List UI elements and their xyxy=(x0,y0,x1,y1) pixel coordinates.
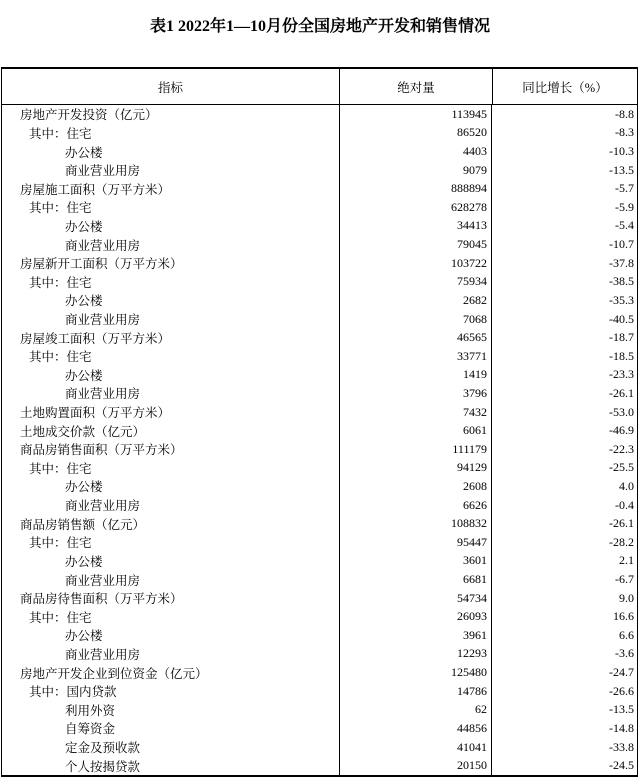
indicator-label: 土地购置面积（万平方米） xyxy=(20,406,171,421)
table-row xyxy=(2,552,637,571)
table-body xyxy=(2,105,637,775)
growth-value: -40.5 xyxy=(491,310,637,329)
absolute-value: 103722 xyxy=(339,254,491,273)
column-header-yoy-growth: 同比增长（%） xyxy=(492,69,637,104)
table-row xyxy=(2,403,637,422)
indicator-label: 商品房待售面积（万平方米） xyxy=(20,592,183,607)
table-row xyxy=(2,589,637,608)
growth-value: -26.6 xyxy=(491,682,637,701)
growth-value: 16.6 xyxy=(491,607,637,626)
growth-value: -37.8 xyxy=(491,254,637,273)
growth-value: -8.3 xyxy=(491,124,637,143)
table-row xyxy=(2,459,637,478)
table-row xyxy=(2,161,637,180)
growth-value: -10.7 xyxy=(491,235,637,254)
absolute-value: 628278 xyxy=(339,198,491,217)
indicator-label: 房屋竣工面积（万平方米） xyxy=(20,331,171,346)
indicator-label: 房地产开发企业到位资金（亿元） xyxy=(20,666,208,681)
absolute-value: 79045 xyxy=(339,235,491,254)
absolute-value: 26093 xyxy=(339,607,491,626)
table-row xyxy=(2,756,637,775)
table-row xyxy=(2,179,637,198)
table-row xyxy=(2,738,637,757)
absolute-value: 20150 xyxy=(339,756,491,775)
table-row xyxy=(2,105,637,124)
indicator-label: 办公楼 xyxy=(65,554,103,569)
table-row xyxy=(2,533,637,552)
indicator-label: 商业营业用房 xyxy=(65,164,141,179)
absolute-value: 41041 xyxy=(339,738,491,757)
indicator-label: 其中：国内贷款 xyxy=(29,685,117,700)
growth-value: 6.6 xyxy=(491,626,637,645)
absolute-value: 3796 xyxy=(339,384,491,403)
table-row xyxy=(2,626,637,645)
absolute-value: 125480 xyxy=(339,663,491,682)
absolute-value: 33771 xyxy=(339,347,491,366)
absolute-value: 108832 xyxy=(339,514,491,533)
absolute-value: 6626 xyxy=(339,496,491,515)
absolute-value: 2608 xyxy=(339,477,491,496)
table-row xyxy=(2,310,637,329)
absolute-value: 888894 xyxy=(339,179,491,198)
absolute-value: 14786 xyxy=(339,682,491,701)
growth-value: -24.5 xyxy=(491,756,637,775)
growth-value: -18.7 xyxy=(491,328,637,347)
growth-value: -6.7 xyxy=(491,570,637,589)
table-row xyxy=(2,328,637,347)
growth-value: 4.0 xyxy=(491,477,637,496)
growth-value: -5.9 xyxy=(491,198,637,217)
indicator-label: 其中：住宅 xyxy=(29,201,92,216)
growth-value: -22.3 xyxy=(491,440,637,459)
growth-value: -5.7 xyxy=(491,179,637,198)
indicator-label: 商业营业用房 xyxy=(65,647,141,662)
absolute-value: 2682 xyxy=(339,291,491,310)
growth-value: -13.5 xyxy=(491,701,637,720)
indicator-label: 商业营业用房 xyxy=(65,313,141,327)
table-row xyxy=(2,477,637,496)
growth-value: -13.5 xyxy=(491,161,637,180)
growth-value: -25.5 xyxy=(491,459,637,478)
growth-value: -24.7 xyxy=(491,663,637,682)
indicator-label: 利用外资 xyxy=(65,703,116,718)
absolute-value: 12293 xyxy=(339,645,491,664)
table-row xyxy=(2,570,637,589)
absolute-value: 86520 xyxy=(339,124,491,143)
column-header-indicator: 指标 xyxy=(157,80,183,95)
absolute-value: 3601 xyxy=(339,552,491,571)
table-row xyxy=(2,198,637,217)
indicator-label: 其中：住宅 xyxy=(29,126,92,141)
table-row xyxy=(2,235,637,254)
absolute-value: 111179 xyxy=(339,440,491,459)
indicator-label: 房屋施工面积（万平方米） xyxy=(20,182,171,197)
growth-value: -53.0 xyxy=(491,403,637,422)
indicator-label: 办公楼 xyxy=(65,145,103,160)
indicator-label: 自筹资金 xyxy=(65,722,116,737)
growth-value: -14.8 xyxy=(491,719,637,738)
growth-value: -3.6 xyxy=(491,645,637,664)
absolute-value: 75934 xyxy=(339,272,491,291)
table-title: 表1 2022年1—10月份全国房地产开发和销售情况 xyxy=(149,18,490,35)
absolute-value: 34413 xyxy=(339,217,491,236)
table-row xyxy=(2,272,637,291)
absolute-value: 6681 xyxy=(339,570,491,589)
table-row xyxy=(2,142,637,161)
table-row xyxy=(2,421,637,440)
indicator-label: 办公楼 xyxy=(65,629,103,644)
indicator-label: 商品房销售额（亿元） xyxy=(20,517,146,532)
indicator-label: 房屋新开工面积（万平方米） xyxy=(20,257,183,272)
indicator-label: 商品房销售面积（万平方米） xyxy=(20,443,183,458)
table-row xyxy=(2,291,637,310)
table-row xyxy=(2,217,637,236)
column-header-absolute-value: 绝对量 xyxy=(339,69,492,104)
indicator-label: 其中：住宅 xyxy=(29,275,92,290)
absolute-value: 9079 xyxy=(339,161,491,180)
table-row xyxy=(2,719,637,738)
absolute-value: 6061 xyxy=(339,421,491,440)
indicator-label: 个人按揭贷款 xyxy=(65,759,141,774)
absolute-value: 113945 xyxy=(339,105,491,124)
table-row xyxy=(2,514,637,533)
growth-value: 2.1 xyxy=(491,552,637,571)
indicator-label: 其中：住宅 xyxy=(29,461,92,476)
table-row xyxy=(2,124,637,143)
table-row xyxy=(2,607,637,626)
absolute-value: 95447 xyxy=(339,533,491,552)
table-header-row xyxy=(2,69,637,105)
indicator-label: 办公楼 xyxy=(65,368,103,383)
table-row xyxy=(2,384,637,403)
growth-value: 9.0 xyxy=(491,589,637,608)
indicator-label: 商业营业用房 xyxy=(65,387,141,402)
indicator-label: 办公楼 xyxy=(65,480,103,495)
table-row xyxy=(2,682,637,701)
absolute-value: 54734 xyxy=(339,589,491,608)
growth-value: -0.4 xyxy=(491,496,637,515)
absolute-value: 3961 xyxy=(339,626,491,645)
absolute-value: 4403 xyxy=(339,142,491,161)
table-row xyxy=(2,645,637,664)
indicator-label: 商业营业用房 xyxy=(65,573,141,588)
growth-value: -18.5 xyxy=(491,347,637,366)
indicator-label: 办公楼 xyxy=(65,219,103,234)
growth-value: -10.3 xyxy=(491,142,637,161)
growth-value: -38.5 xyxy=(491,272,637,291)
growth-value: -26.1 xyxy=(491,384,637,403)
statistics-table xyxy=(1,67,638,777)
table-row xyxy=(2,440,637,459)
indicator-label: 定金及预收款 xyxy=(65,741,141,756)
absolute-value: 7432 xyxy=(339,403,491,422)
table-row xyxy=(2,701,637,720)
absolute-value: 1419 xyxy=(339,366,491,385)
absolute-value: 46565 xyxy=(339,328,491,347)
absolute-value: 7068 xyxy=(339,310,491,329)
growth-value: -5.4 xyxy=(491,217,637,236)
table-row xyxy=(2,254,637,273)
table-row xyxy=(2,496,637,515)
growth-value: -28.2 xyxy=(491,533,637,552)
table-row xyxy=(2,663,637,682)
growth-value: -33.8 xyxy=(491,738,637,757)
indicator-label: 商业营业用房 xyxy=(65,238,141,253)
growth-value: -26.1 xyxy=(491,514,637,533)
growth-value: -46.9 xyxy=(491,421,637,440)
indicator-label: 其中：住宅 xyxy=(29,536,92,551)
growth-value: -8.8 xyxy=(491,105,637,124)
indicator-label: 办公楼 xyxy=(65,294,103,309)
table-row xyxy=(2,347,637,366)
growth-value: -23.3 xyxy=(491,366,637,385)
indicator-label: 商业营业用房 xyxy=(65,499,141,514)
indicator-label: 房地产开发投资（亿元） xyxy=(20,108,158,123)
absolute-value: 44856 xyxy=(339,719,491,738)
indicator-label: 土地成交价款（亿元） xyxy=(20,424,146,439)
indicator-label: 其中：住宅 xyxy=(29,350,92,365)
table-row xyxy=(2,366,637,385)
growth-value: -35.3 xyxy=(491,291,637,310)
indicator-label: 其中：住宅 xyxy=(29,610,92,625)
absolute-value: 62 xyxy=(339,701,491,720)
absolute-value: 94129 xyxy=(339,459,491,478)
